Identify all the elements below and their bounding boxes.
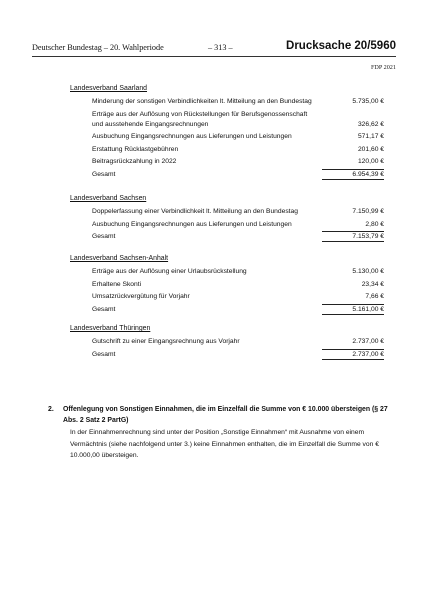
row-amount: 5.735,00 € — [352, 98, 384, 105]
total-label: Gesamt — [92, 305, 116, 313]
total-row — [70, 305, 390, 315]
section-sachsen-anhalt — [70, 254, 390, 317]
header-rule — [32, 56, 396, 57]
section-thueringen — [70, 324, 390, 362]
row-amount: 201,60 € — [357, 145, 384, 153]
total-amount: 6.954,39 € — [322, 169, 384, 180]
total-label: Gesamt — [92, 350, 116, 358]
table-row — [70, 145, 390, 155]
row-amount: 326,62 € — [357, 120, 384, 128]
row-amount: 7.150,99 € — [352, 208, 384, 215]
row-amount: 23,34 € — [361, 280, 384, 288]
section-title: Landesverband Sachsen-Anhalt — [70, 255, 169, 262]
table-row — [70, 97, 390, 107]
row-amount: 2,80 € — [365, 220, 384, 228]
page-header — [32, 40, 396, 56]
total-amount: 2.737,00 € — [322, 349, 384, 360]
row-amount: 2.737,00 € — [352, 338, 384, 345]
table-row — [70, 337, 390, 347]
total-row — [70, 232, 390, 242]
total-label: Gesamt — [92, 170, 116, 178]
section-title: Landesverband Sachsen — [70, 195, 147, 202]
row-label: Ausbuchung Eingangsrechnungen aus Lieferungen und Leistungen — [92, 133, 292, 140]
row-label: Erträge aus der Auflösung von Rückstellungen für Berufsgenossenschaft und ausstehende Eingangsrechnungen — [92, 110, 308, 128]
row-label: Erstattung Rücklastgebühren — [92, 145, 179, 153]
row-amount: 571,17 € — [357, 133, 384, 140]
table-row — [70, 292, 390, 302]
row-label: Umsatzrückvergütung für Vorjahr — [92, 293, 190, 300]
report-stamp: FDP 2021 — [370, 64, 396, 71]
header-page-number: – 313 – — [208, 43, 233, 52]
total-row — [70, 170, 390, 180]
table-row — [70, 132, 390, 142]
table-row — [70, 157, 390, 167]
section-title: Landesverband Saarland — [70, 85, 148, 92]
section-title: Landesverband Thüringen — [70, 325, 151, 332]
body-paragraph: In der Einnahmenrechnung sind unter der Position „Sonstige Einnahmen“ mit Ausnahme von einem Vermächtnis (siehe nachfolgend unter 3.) keine Einnahmen enthalten, die im Einzelfall die Summe von € 10.000,00 übersteigen. — [70, 429, 379, 459]
total-label: Gesamt — [92, 233, 116, 240]
total-row — [70, 350, 390, 360]
heading-number: 2. — [48, 406, 54, 413]
row-label: Erträge aus der Auflösung einer Urlaubsrückstellung — [92, 268, 247, 275]
header-document-number — [286, 40, 396, 52]
row-label: Doppelerfassung einer Verbindlichkeit lt. Mitteilung an den Bundestag — [92, 208, 298, 215]
heading-text: Offenlegung von Sonstigen Einnahmen, die im Einzelfall die Summe von € 10.000 übersteigen (§ 27 Abs. 2 Satz 2 PartG) — [63, 406, 388, 424]
row-label: Ausbuchung Eingangsrechnungen aus Lieferungen und Leistungen — [92, 220, 292, 228]
table-row — [70, 220, 390, 230]
table-row — [70, 280, 390, 290]
table-row — [70, 267, 390, 277]
row-label: Beitragsrückzahlung in 2022 — [92, 158, 177, 165]
section-sachsen — [70, 194, 390, 245]
row-amount: 7,66 € — [365, 293, 384, 300]
header-document-prefix: Drucksache 20/ — [286, 40, 371, 52]
section-saarland — [70, 84, 390, 182]
table-row — [70, 207, 390, 217]
row-label: Minderung der sonstigen Verbindlichkeiten lt. Mitteilung an den Bundestag — [92, 98, 312, 105]
row-amount: 120,00 € — [357, 158, 384, 165]
header-publication: Deutscher Bundestag – 20. Wahlperiode — [32, 43, 164, 52]
header-document-id: 5960 — [370, 40, 396, 52]
section-heading — [48, 404, 388, 426]
total-amount: 7.153,79 € — [322, 231, 384, 242]
table-row — [70, 110, 390, 130]
row-label: Erhaltene Skonti — [92, 280, 142, 288]
row-amount: 5.130,00 € — [352, 268, 384, 275]
total-amount: 5.161,00 € — [322, 304, 384, 315]
row-label: Gutschrift zu einer Eingangsrechnung aus Vorjahr — [92, 338, 240, 345]
